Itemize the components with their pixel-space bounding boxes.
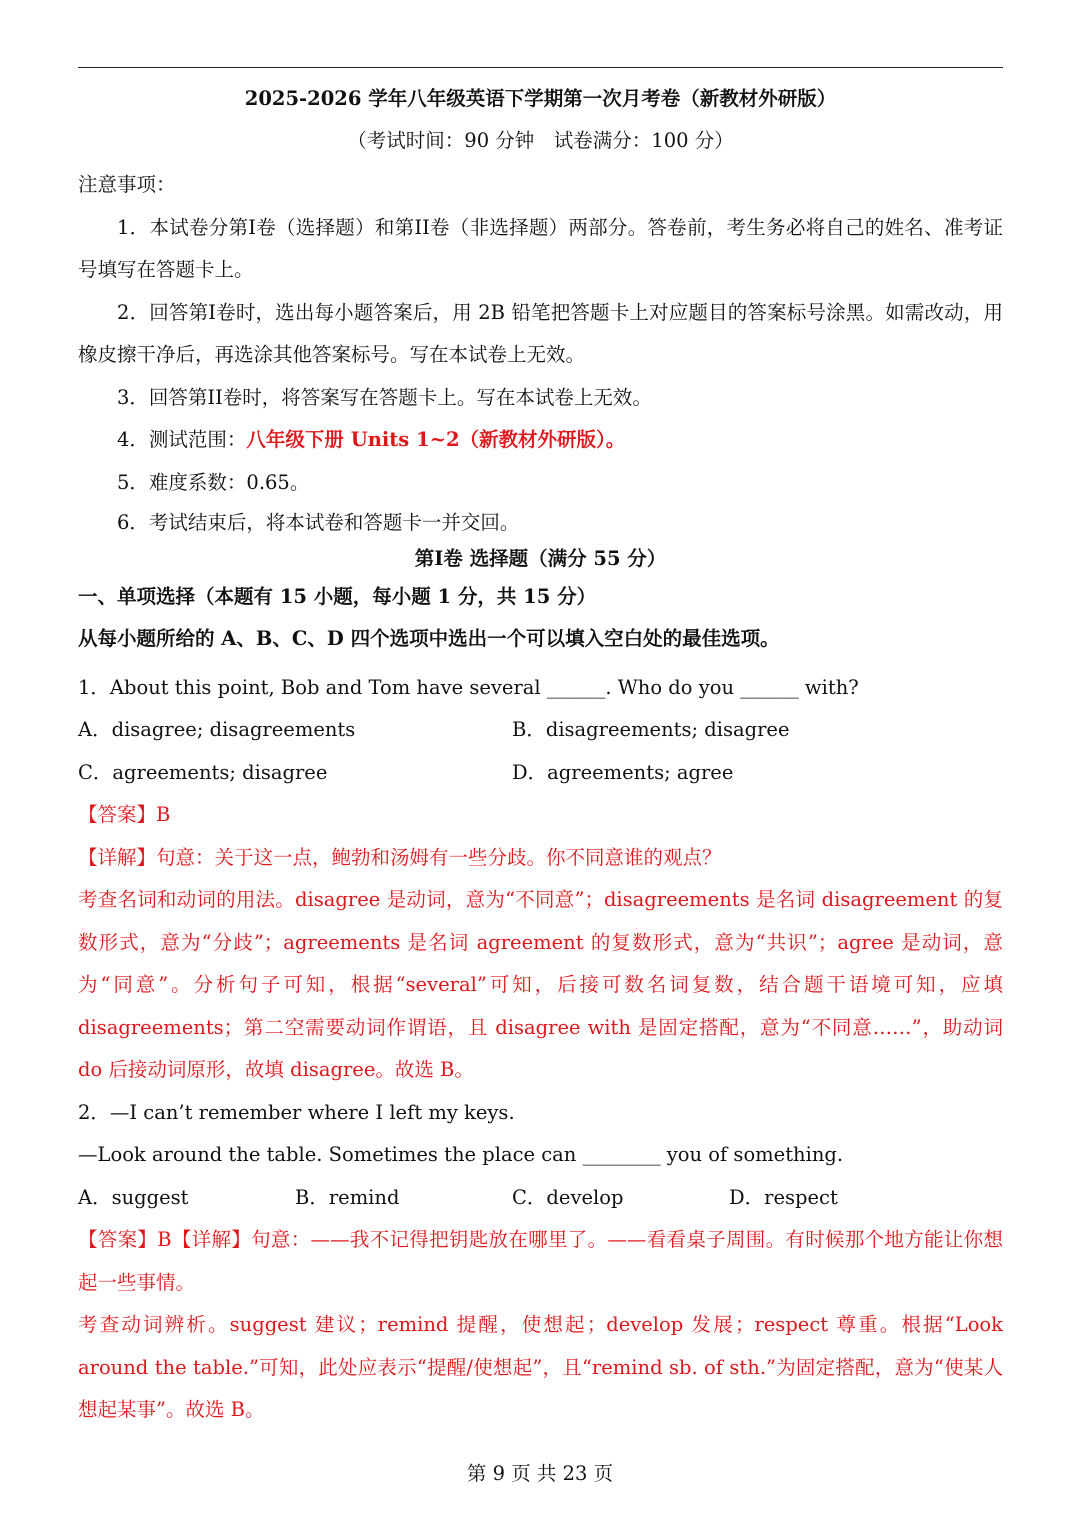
q2-options xyxy=(78,1177,1003,1220)
header-rule xyxy=(78,67,1003,68)
exam-subtitle: （考试时间：90 分钟 试卷满分：100 分） xyxy=(347,129,734,152)
q2-stem-line1: 2．—I can’t remember where I left my keys. xyxy=(78,1100,515,1124)
exam-title: 2025-2026 学年八年级英语下学期第一次月考卷（新教材外研版） xyxy=(244,87,837,110)
note-2: 2．回答第I卷时，选出每小题答案后，用 2B 铅笔把答题卡上对应题目的答案标号涂黑。如需改动，用橡皮擦干净后，再选涂其他答案标号。写在本试卷上无效。 xyxy=(78,300,1003,366)
note-6: 6．考试结束后，将本试卷和答题卡一并交回。 xyxy=(117,511,520,534)
q2-option-a: A．suggest xyxy=(78,1185,189,1209)
q2-option-d: D．respect xyxy=(729,1185,838,1209)
q2-stem-line2: —Look around the table. Sometimes the place can ________ you of something. xyxy=(78,1143,844,1166)
section-heading: 一、单项选择（本题有 15 小题，每小题 1 分，共 15 分） xyxy=(78,585,597,608)
q1-options-row2 xyxy=(78,752,1003,795)
part-title: 第I卷 选择题（满分 55 分） xyxy=(414,547,667,570)
note-1: 1．本试卷分第I卷（选择题）和第II卷（非选择题）两部分。答卷前，考生务必将自己的姓名、准考证号填写在答题卡上。 xyxy=(78,215,1003,281)
q2-option-b: B．remind xyxy=(295,1185,400,1209)
note-4 xyxy=(78,419,1003,462)
q1-stem: 1．About this point, Bob and Tom have several ______. Who do you ______ with? xyxy=(78,675,859,699)
q1-option-c: C．agreements; disagree xyxy=(78,760,328,784)
note-5: 5．难度系数：0.65。 xyxy=(117,470,310,494)
document-page xyxy=(78,84,1003,1432)
q1-analysis: 考查名词和动词的用法。disagree 是动词，意为“不同意”；disagreements 是名词 disagreement 的复数形式，意为“分歧”；agreements 是名词 agreement 的复数形式，意为“共识”；agree 是动词，意为“同意”。分析句子可知，根据“several”可知，后接可数名词复数，结合题干语境可知，应填 disagreements；第二空需要动词作谓语，且 disagree with 是固定搭配，意为“不同意……”，助动词 do 后接动词原形，故填 disagree。故选 B。 xyxy=(78,888,1003,1081)
q1-options-row1 xyxy=(78,709,1003,752)
q1-answer: 【答案】B xyxy=(78,803,171,826)
notes-heading: 注意事项： xyxy=(78,173,176,196)
q2-analysis: 考查动词辨析。suggest 建议；remind 提醒，使想起；develop 发展；respect 尊重。根据“Look around the table.”可知，此处应表示“提醒/使想起”，且“remind sb. of sth.”为固定搭配，意为“使某人想起某事”。故选 B。 xyxy=(78,1313,1003,1421)
q1-option-b: B．disagreements; disagree xyxy=(512,718,790,741)
q1-option-a: A．disagree; disagreements xyxy=(78,718,356,741)
q1-option-d: D．agreements; agree xyxy=(512,760,734,784)
q1-detail: 【详解】句意：关于这一点，鲍勃和汤姆有一些分歧。你不同意谁的观点？ xyxy=(78,845,722,869)
page-number: 第 9 页 共 23 页 xyxy=(466,1462,614,1485)
section-instruction: 从每小题所给的 A、B、C、D 四个选项中选出一个可以填入空白处的最佳选项。 xyxy=(78,626,780,650)
note-4-prefix: 4．测试范围： xyxy=(117,428,247,451)
q2-option-c: C．develop xyxy=(512,1185,624,1209)
q2-answer-detail: 【答案】B【详解】句意：——我不记得把钥匙放在哪里了。——看看桌子周围。有时候那个地方能让你想起一些事情。 xyxy=(78,1228,1003,1294)
note-4-scope: 八年级下册 Units 1~2（新教材外研版）。 xyxy=(246,428,626,451)
note-3: 3．回答第II卷时，将答案写在答题卡上。写在本试卷上无效。 xyxy=(117,385,652,409)
